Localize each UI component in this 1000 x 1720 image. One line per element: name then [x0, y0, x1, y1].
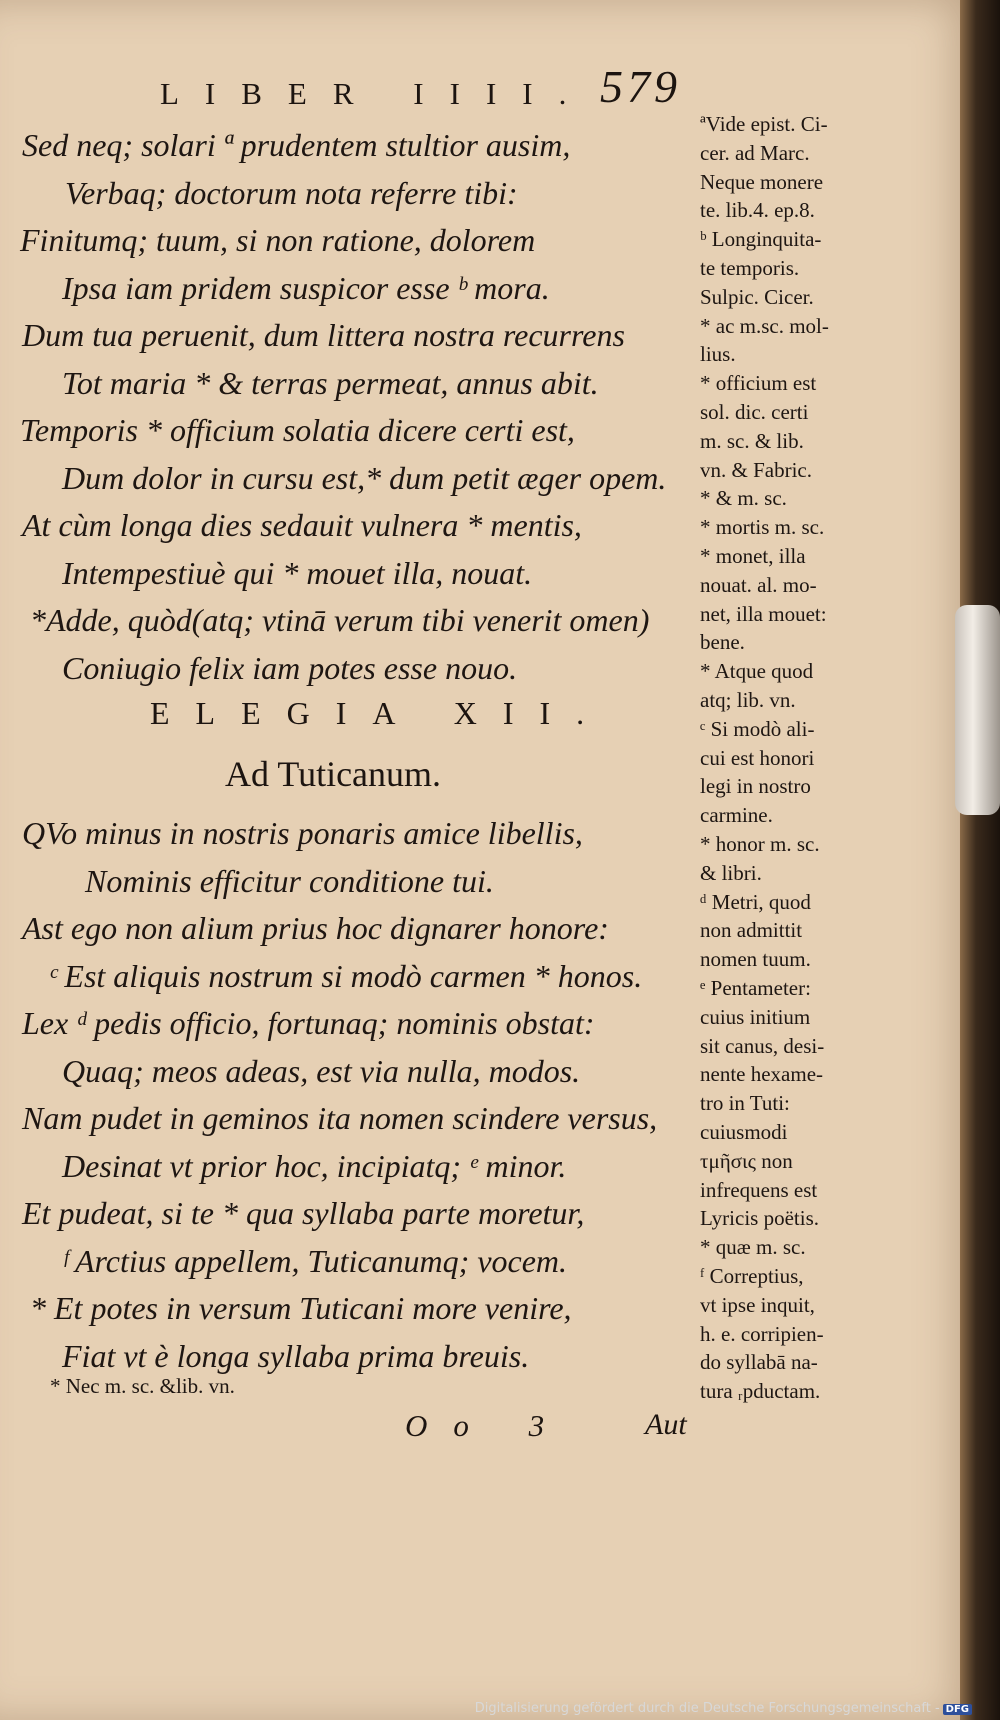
verse-line: Finitumq; tuum, si non ratione, dolorem	[20, 222, 536, 258]
digitization-credit	[475, 1701, 972, 1716]
side-note-line: h. e. corripien-	[700, 1321, 824, 1346]
verse-line: Sed neq; solari ª prudentem stultior ausim,	[22, 127, 571, 163]
verse-line: QVo minus in nostris ponaris amice libellis,	[22, 815, 583, 851]
side-note-line: tura ᵣpductam.	[700, 1379, 821, 1404]
side-note-line: nouat. al. mo-	[700, 572, 817, 597]
side-note-line: * monet, illa	[700, 544, 806, 568]
side-note-line: tro in Tuti:	[700, 1091, 790, 1116]
credit-text: Digitalisierung gefördert durch die Deutsche Forschungsgemeinschaft -	[474, 1701, 940, 1716]
side-note-line: sit canus, desi-	[700, 1033, 825, 1058]
side-note-line: Sulpic. Cicer.	[700, 284, 814, 309]
verse-line: Fiat vt è longa syllaba prima breuis.	[62, 1337, 530, 1374]
catchword: Aut	[645, 1408, 687, 1441]
verse-line: Verbaq; doctorum nota referre tibi:	[65, 174, 518, 211]
verse-line: Coniugio felix iam potes esse nouo.	[62, 649, 518, 686]
side-note-line: * officium est	[700, 371, 817, 396]
verse-line: Et pudeat, si te * qua syllaba parte moretur,	[22, 1195, 585, 1231]
side-note-line: carmine.	[700, 803, 773, 828]
verse-line: ᶜ Est aliquis nostrum si modò carmen * honos.	[48, 957, 643, 994]
side-note-line: & libri.	[700, 860, 762, 885]
elegy-subtitle: Ad Tuticanum.	[225, 754, 442, 794]
verse-line: * Et potes in versum Tuticani more venire,	[30, 1290, 572, 1326]
side-note-line: lius.	[700, 342, 736, 367]
side-note-line: atq; lib. vn.	[700, 688, 796, 712]
verse-line: *Adde, quòd(atq; vtinā verum tibi venerit omen)	[30, 602, 650, 638]
elegy-heading: ELEGIA XII.	[150, 695, 611, 731]
side-note-line: nente hexame-	[700, 1062, 824, 1087]
side-note-line: non admittit	[700, 918, 803, 943]
side-note-line: cuiusmodi	[700, 1120, 788, 1144]
side-note-line: * quæ m. sc.	[700, 1235, 806, 1260]
side-note-line: ᵇ Longinquita-	[700, 227, 822, 252]
side-note-line: * Atque quod	[700, 659, 814, 684]
page-number: 579	[600, 61, 681, 112]
side-note-line: cui est honori	[700, 745, 815, 770]
side-note-line: nomen tuum.	[700, 947, 811, 972]
verse-line: Dum tua peruenit, dum littera nostra recurrens	[22, 317, 625, 353]
side-note-line: cuius initium	[700, 1004, 811, 1029]
side-note-line: ªVide epist. Ci-	[700, 112, 828, 136]
footnote: * Nec m. sc. &lib. vn.	[50, 1374, 235, 1398]
side-note-line: cer. ad Marc.	[700, 140, 810, 165]
side-note-line: Neque monere	[700, 169, 824, 194]
side-note-line: ᶜ Si modò ali-	[700, 716, 815, 741]
side-note-line: * mortis m. sc.	[700, 515, 825, 540]
side-note-line: infrequens est	[700, 1177, 818, 1202]
side-note-line: ᵈ Metri, quod	[700, 889, 811, 914]
verse-line: At cùm longa dies sedauit vulnera * mentis,	[22, 507, 582, 543]
side-note-line: vn. & Fabric.	[700, 457, 812, 482]
side-note-line: net, illa mouet:	[700, 601, 827, 626]
page-gutter	[960, 0, 1000, 1720]
side-note-line: m. sc. & lib.	[700, 428, 804, 453]
verse-line: Ipsa iam pridem suspicor esse ᵇ mora.	[62, 269, 550, 306]
side-note-line: * & m. sc.	[700, 486, 787, 511]
dfg-logo: DFG	[943, 1704, 972, 1715]
verse-line: Tot maria * & terras permeat, annus abit.	[62, 364, 599, 401]
verse-line: Ast ego non alium prius hoc dignarer honore:	[22, 910, 609, 946]
side-note-line: sol. dic. certi	[700, 400, 809, 424]
running-title: LIBER IIII.	[160, 76, 593, 111]
side-note-line: te. lib.4. ep.8.	[700, 198, 815, 223]
bookmark-strip	[955, 605, 1000, 815]
side-note-line: ᵉ Pentameter:	[700, 976, 811, 1000]
verse-line: Nominis efficitur conditione tui.	[85, 862, 494, 899]
signature-mark: Oo 3	[405, 1408, 571, 1443]
side-note-line: * honor m. sc.	[700, 832, 820, 856]
side-note-line: * ac m.sc. mol-	[700, 313, 829, 338]
side-note-line: te temporis.	[700, 256, 800, 280]
side-note-line: Lyricis poëtis.	[700, 1206, 819, 1231]
verse-line: Lex ᵈ pedis officio, fortunaq; nominis obstat:	[22, 1005, 595, 1041]
side-note-line: do syllabā na-	[700, 1350, 818, 1375]
verse-line: Intempestiuè qui * mouet illa, nouat.	[62, 554, 533, 591]
verse-line: Dum dolor in cursu est,* dum petit æger opem.	[62, 459, 667, 496]
side-note-line: legi in nostro	[700, 774, 811, 799]
verse-line: Nam pudet in geminos ita nomen scindere versus,	[22, 1100, 658, 1136]
side-note-line: vt ipse inquit,	[700, 1292, 815, 1317]
verse-line: Temporis * officium solatia dicere certi est,	[20, 412, 575, 448]
verse-line: Quaq; meos adeas, est via nulla, modos.	[62, 1052, 581, 1089]
side-note-line: ᶠ Correptius,	[700, 1264, 804, 1288]
side-note-line: τμῆσις non	[700, 1148, 793, 1173]
verse-line: ᶠ Arctius appellem, Tuticanumq; vocem.	[62, 1242, 568, 1279]
side-note-line: bene.	[700, 630, 745, 655]
verse-line: Desinat vt prior hoc, incipiatq; ᵉ minor.	[62, 1147, 567, 1184]
